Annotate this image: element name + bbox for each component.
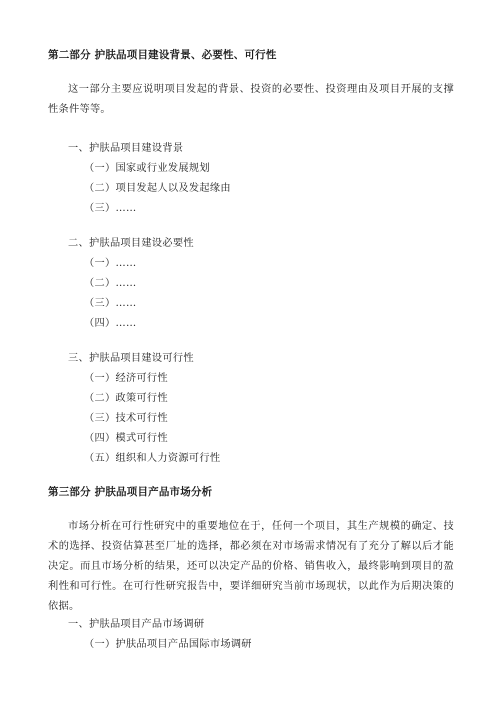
part2-intro-paragraph: 这一部分主要应说明项目发起的背景、投资的必要性、投资理由及项目开展的支撑性条件等等。: [48, 84, 454, 115]
part3-intro-paragraph: 市场分析在可行性研究中的重要地位在于，任何一个项目，其生产规模的确定、技术的选择、投资估算甚至厂址的选择，都必须在对市场需求情况有了充分了解以后才能决定。而且市场分析的结果，还可以决定产品的价格、销售收入，最终影响到项目的盈利性和可行性。在可行性研究报告中，要详细研究当前市场现状，以此作为后期决策的依据。: [48, 521, 454, 612]
section-heading-background: 一、护肤品项目建设背景: [68, 143, 184, 154]
list-item: （一）国家或行业发展规划: [84, 163, 210, 174]
list-item: （一）经济可行性: [84, 373, 168, 384]
list-item: （一）……: [84, 258, 137, 269]
section-heading-market-research: 一、护肤品项目产品市场调研: [68, 619, 205, 630]
list-item: （二）项目发起人以及发起缘由: [84, 183, 231, 194]
list-item: （四）……: [84, 318, 137, 329]
list-item: （一）护肤品项目产品国际市场调研: [84, 639, 252, 650]
section-heading-necessity: 二、护肤品项目建设必要性: [68, 238, 194, 249]
part3-heading: 第三部分 护肤品项目产品市场分析: [48, 486, 213, 498]
part2-heading: 第二部分 护肤品项目建设背景、必要性、可行性: [48, 49, 277, 61]
section-heading-feasibility: 三、护肤品项目建设可行性: [68, 353, 194, 364]
list-item: （三）……: [84, 298, 137, 309]
list-item: （四）模式可行性: [84, 433, 168, 444]
list-item: （五）组织和人力资源可行性: [84, 453, 221, 464]
list-item: （二）政策可行性: [84, 393, 168, 404]
list-item: （三）……: [84, 203, 137, 214]
list-item: （二）……: [84, 278, 137, 289]
list-item: （三）技术可行性: [84, 413, 168, 424]
